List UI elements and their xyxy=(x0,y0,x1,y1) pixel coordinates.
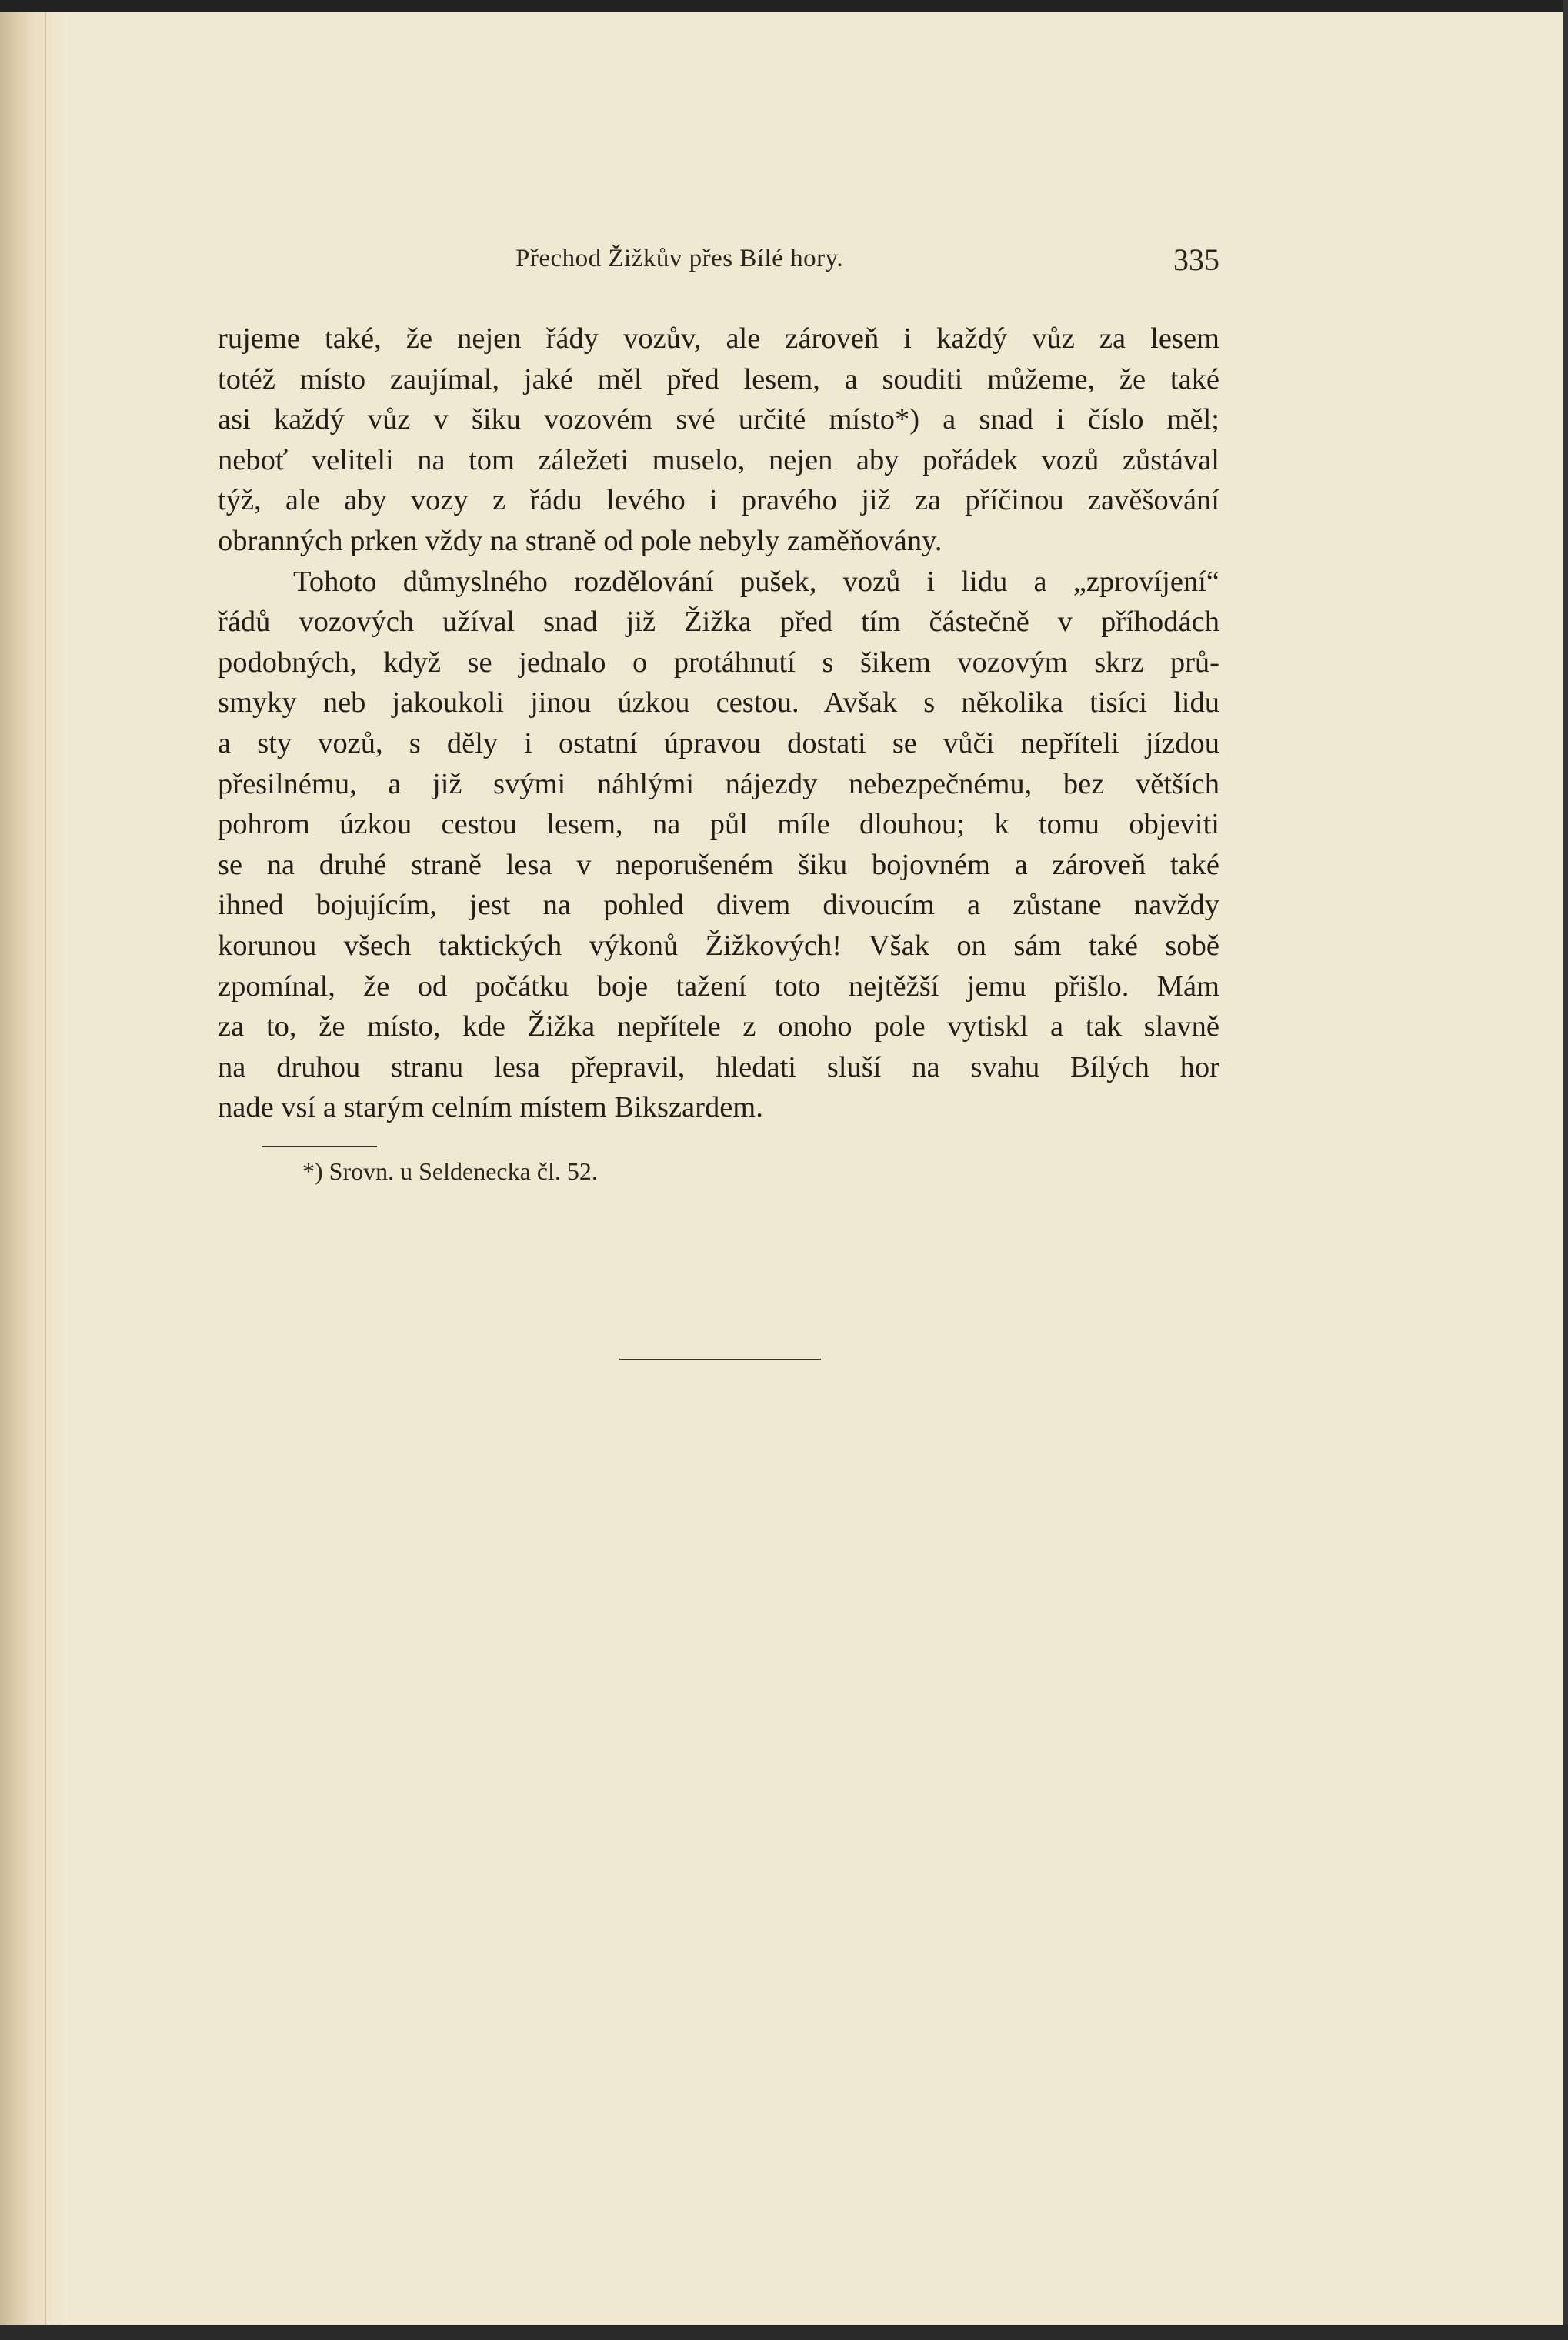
text-line: se na druhé straně lesa v neporušeném šiku bojovném a zároveň také xyxy=(218,848,1219,881)
text-line: podobných, když se jednalo o protáhnutí s šikem vozovým skrz prů- xyxy=(218,646,1219,679)
text-line: korunou všech taktických výkonů Žižkových! Však on sám také sobě xyxy=(218,929,1219,962)
footnote: *) Srovn. u Seldenecka čl. 52. xyxy=(302,1157,598,1185)
scan-top-edge xyxy=(0,0,1568,12)
text-line: zpomínal, že od počátku boje tažení toto nejtěžší jemu přišlo. Mám xyxy=(218,970,1219,1003)
text-line: pohrom úzkou cestou lesem, na půl míle dlouhou; k tomu objeviti xyxy=(218,808,1219,841)
scan-right-edge xyxy=(1563,0,1568,2340)
text-line: obranných prken vždy na straně od pole nebyly zaměňovány. xyxy=(218,524,942,557)
footnote-rule xyxy=(262,1146,377,1147)
text-line: Tohoto důmyslného rozdělování pušek, vozů i lidu a „zprovíjení“ xyxy=(293,565,1219,598)
scan-bottom-edge xyxy=(0,2325,1568,2340)
text-line: za to, že místo, kde Žižka nepřítele z onoho pole vytiskl a tak slavně xyxy=(218,1010,1219,1043)
text-line: týž, ale aby vozy z řádu levého i pravého již za příčinou zavěšování xyxy=(218,484,1219,517)
paragraph-2 xyxy=(218,562,1219,1128)
text-line: a sty vozů, s děly i ostatní úpravou dostati se vůči nepříteli jízdou xyxy=(218,726,1219,759)
running-head xyxy=(218,239,1219,277)
text-line: řádů vozových užíval snad již Žižka před tím částečně v příhodách xyxy=(218,606,1219,639)
text-line: totéž místo zaujímal, jaké měl před lesem, a souditi můžeme, že také xyxy=(218,362,1219,396)
text-line: neboť veliteli na tom záležeti muselo, nejen aby pořádek vozů zůstával xyxy=(218,443,1219,476)
text-line: smyky neb jakoukoli jinou úzkou cestou. Avšak s několika tisíci lidu xyxy=(218,686,1219,719)
body-text xyxy=(218,319,1219,1128)
text-line: přesilnému, a již svými náhlými nájezdy nebezpečnému, bez větších xyxy=(218,767,1219,800)
page-number: 335 xyxy=(1173,242,1219,277)
paragraph-1 xyxy=(218,319,1219,562)
page-gutter-shadow xyxy=(0,12,69,2325)
text-line: asi každý vůz v šiku vozovém své určité místo*) a snad i číslo měl; xyxy=(218,403,1219,436)
text-line: nade vsí a starým celním místem Bikszardem. xyxy=(218,1091,763,1124)
text-line: rujeme také, že nejen řády vozův, ale zároveň i každý vůz za lesem xyxy=(218,322,1219,355)
end-of-text-rule xyxy=(619,1359,821,1360)
running-head-title: Přechod Žižkův přes Bílé hory. xyxy=(515,245,844,272)
text-line: ihned bojujícím, jest na pohled divem divoucím a zůstane navždy xyxy=(218,889,1219,922)
gutter-fold-line xyxy=(45,12,46,2325)
text-line: na druhou stranu lesa přepravil, hledati sluší na svahu Bílých hor xyxy=(218,1050,1219,1083)
